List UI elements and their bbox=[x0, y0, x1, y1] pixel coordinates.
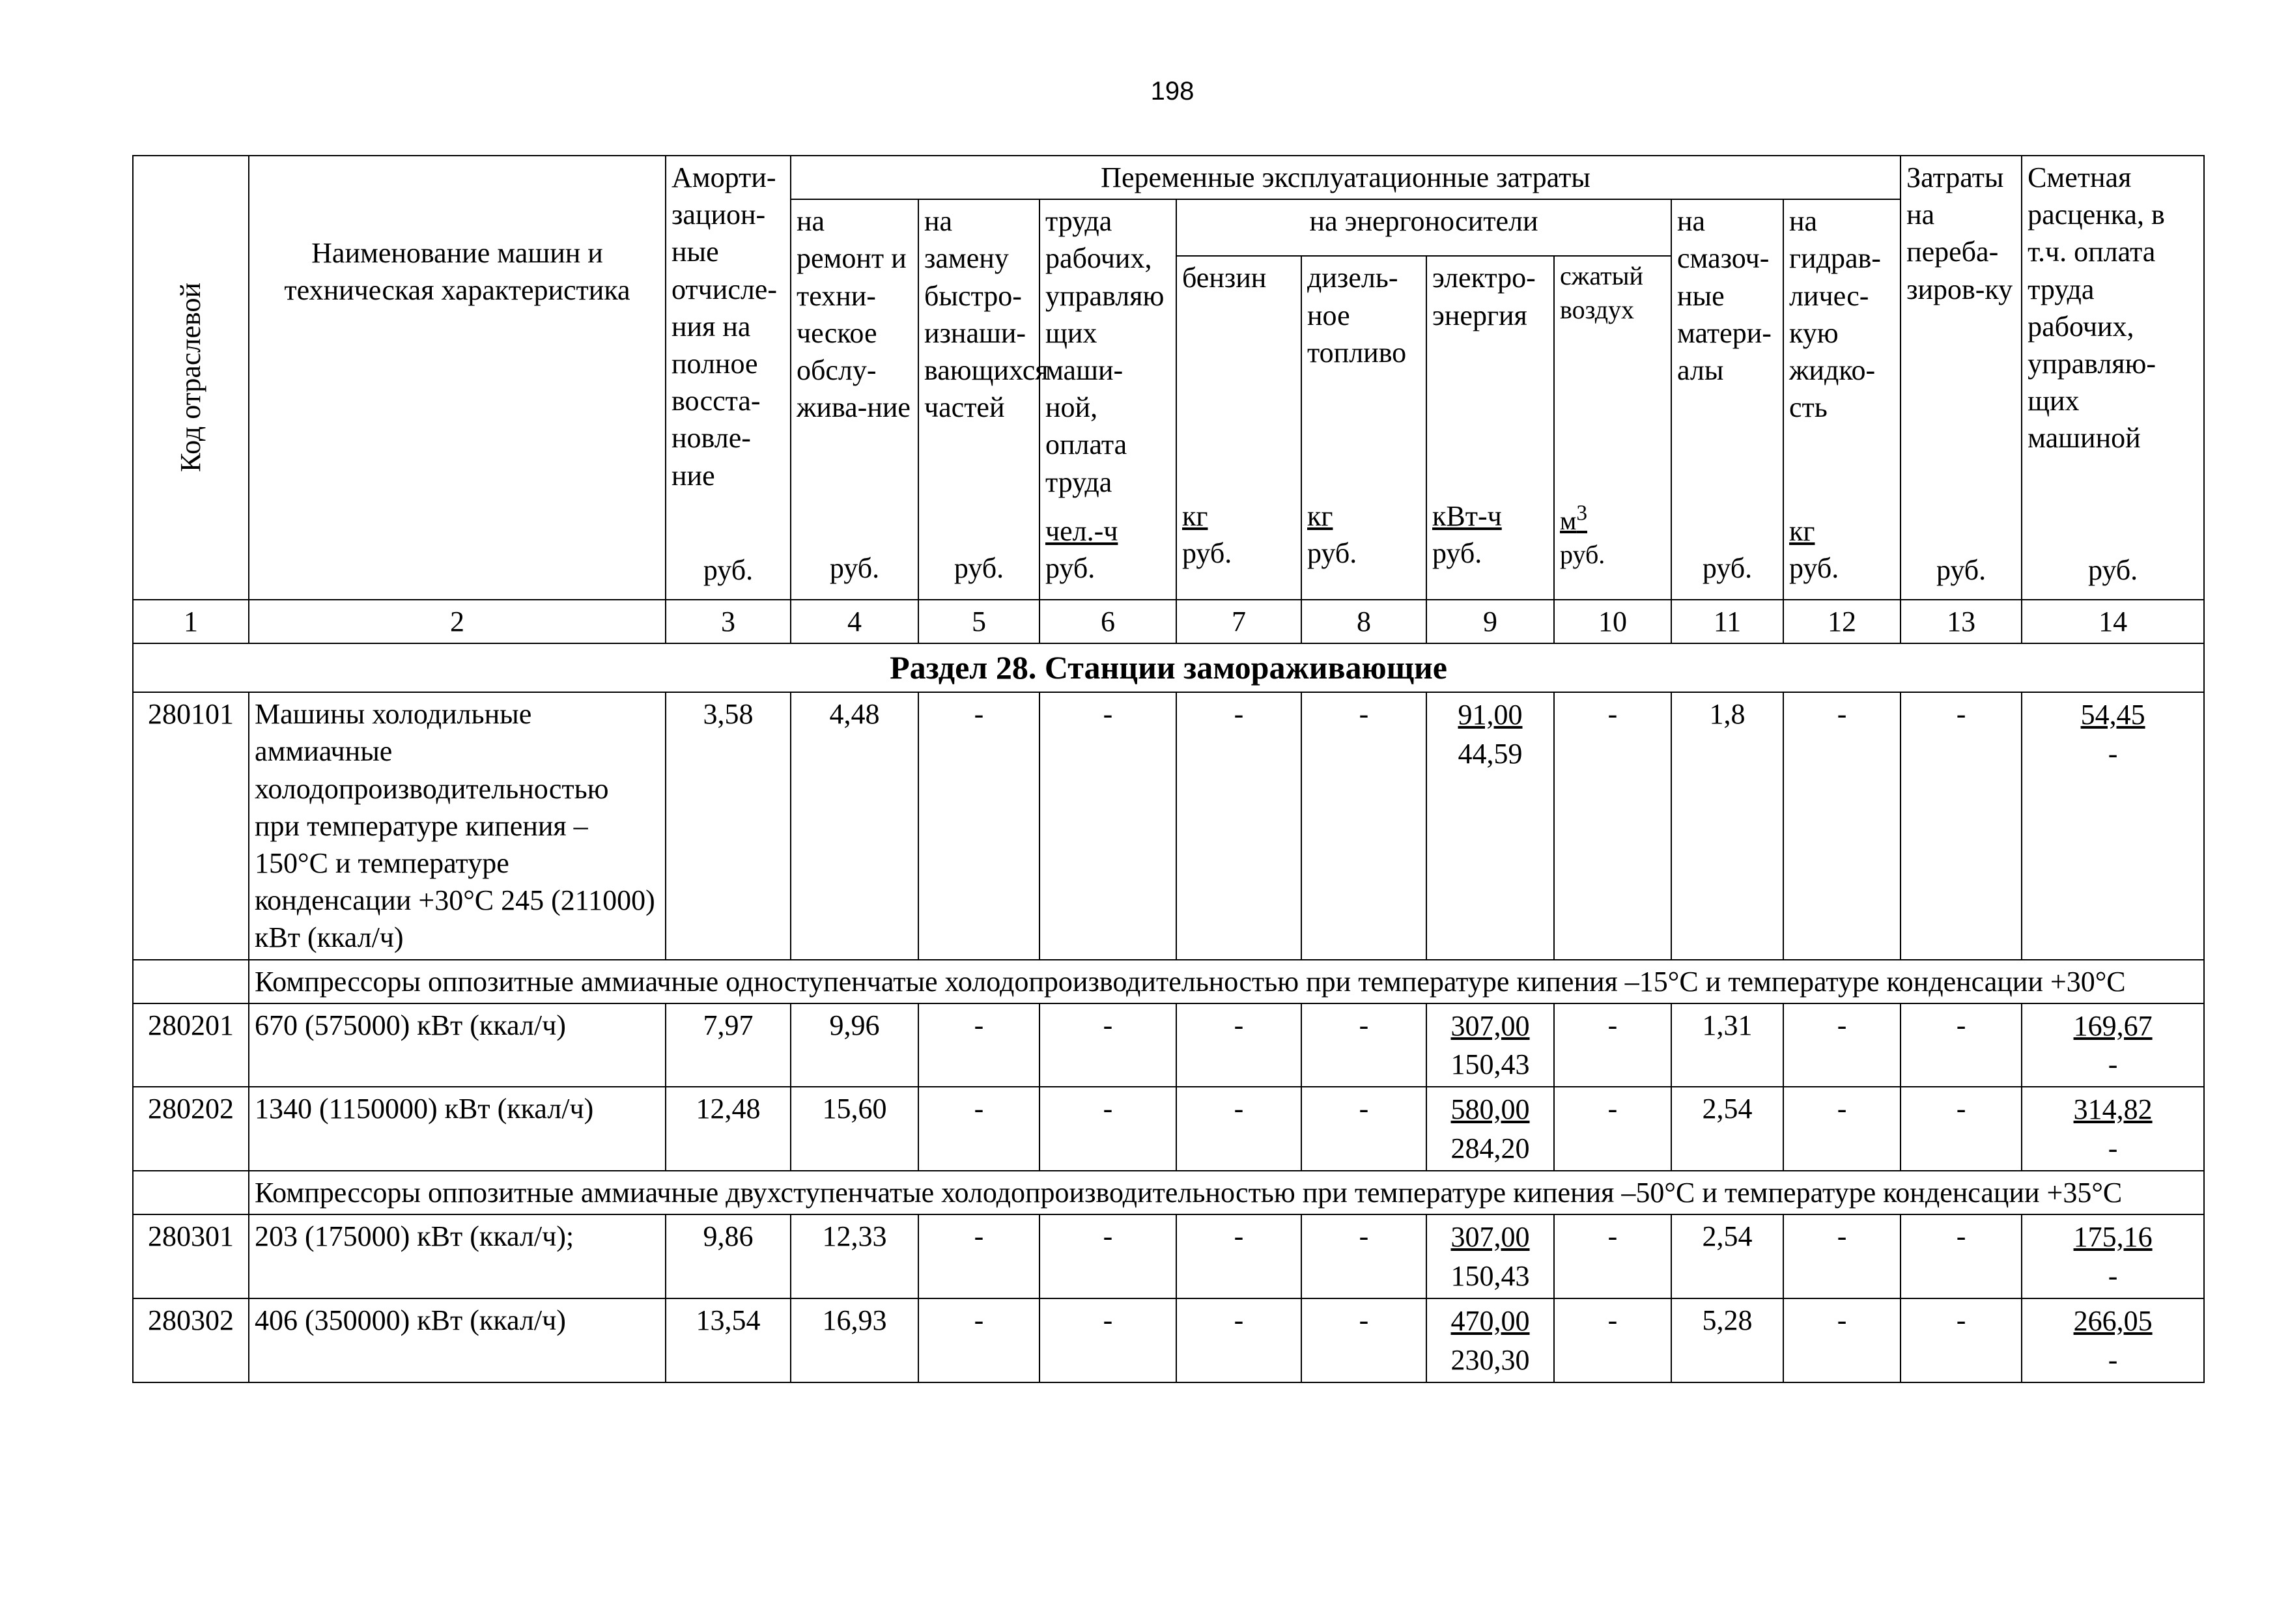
cell-relocation: - bbox=[1901, 1087, 2022, 1171]
header-code: Код отраслевой bbox=[133, 156, 249, 600]
cell-parts: - bbox=[918, 1087, 1039, 1171]
cell-petrol: - bbox=[1176, 1003, 1301, 1087]
column-number: 13 bbox=[1901, 600, 2022, 643]
cell-relocation: - bbox=[1901, 1003, 2022, 1087]
column-number: 1 bbox=[133, 600, 249, 643]
cell-labor: - bbox=[1039, 1087, 1176, 1171]
cell-parts: - bbox=[918, 1214, 1039, 1298]
cell-air: - bbox=[1554, 1087, 1671, 1171]
column-number: 8 bbox=[1301, 600, 1426, 643]
table-row bbox=[133, 1003, 2204, 1087]
row-name: 406 (350000) кВт (ккал/ч) bbox=[249, 1298, 666, 1382]
column-number: 7 bbox=[1176, 600, 1301, 643]
row-code: 280101 bbox=[133, 692, 249, 959]
column-number: 6 bbox=[1039, 600, 1176, 643]
cell-air: - bbox=[1554, 1003, 1671, 1087]
cell-diesel: - bbox=[1301, 1214, 1426, 1298]
group-title: Компрессоры оппозитные аммиачные двухступенчатые холодопроизводительностью при температуре кипения –50°С и температуре конденсации +35°С bbox=[249, 1171, 2204, 1214]
header-row-1 bbox=[133, 156, 2204, 199]
cell-hydraulic: - bbox=[1783, 692, 1901, 959]
cell-lubricant: 5,28 bbox=[1671, 1298, 1783, 1382]
header-hydraulic: на гидрав-личес-кую жидко-сть кг руб. bbox=[1783, 199, 1901, 600]
cell-hydraulic: - bbox=[1783, 1214, 1901, 1298]
cell-air: - bbox=[1554, 692, 1671, 959]
cell-diesel: - bbox=[1301, 692, 1426, 959]
cell-relocation: - bbox=[1901, 1214, 2022, 1298]
header-repair: на ремонт и техни-ческое обслу-жива-ние руб. bbox=[791, 199, 918, 600]
cell-electric: $\frac{307,00}{150,43}$ bbox=[1426, 1003, 1554, 1087]
cell-lubricant: 1,8 bbox=[1671, 692, 1783, 959]
cell-labor: - bbox=[1039, 1298, 1176, 1382]
row-name: 203 (175000) кВт (ккал/ч); bbox=[249, 1214, 666, 1298]
table-row bbox=[133, 692, 2204, 959]
header-name: Наименование машин и техническая характеристика bbox=[249, 156, 666, 600]
cell-parts: - bbox=[918, 692, 1039, 959]
cell-air: - bbox=[1554, 1298, 1671, 1382]
header-petrol: бензин кг руб. bbox=[1176, 256, 1301, 600]
row-name: 670 (575000) кВт (ккал/ч) bbox=[249, 1003, 666, 1087]
cell-amortization: 13,54 bbox=[666, 1298, 791, 1382]
row-code: 280201 bbox=[133, 1003, 249, 1087]
cell-labor: - bbox=[1039, 692, 1176, 959]
header-estimate: Сметная расценка, в т.ч. оплата труда рабочих, управляю-щих машиной руб. bbox=[2022, 156, 2204, 600]
cell-labor: - bbox=[1039, 1003, 1176, 1087]
cell-electric: $\frac{307,00}{150,43}$ bbox=[1426, 1214, 1554, 1298]
cell-petrol: - bbox=[1176, 692, 1301, 959]
column-number: 3 bbox=[666, 600, 791, 643]
column-number: 5 bbox=[918, 600, 1039, 643]
row-name: 1340 (1150000) кВт (ккал/ч) bbox=[249, 1087, 666, 1171]
cell-diesel: - bbox=[1301, 1087, 1426, 1171]
cell-repair: 9,96 bbox=[791, 1003, 918, 1087]
row-code: 280301 bbox=[133, 1214, 249, 1298]
table-row bbox=[133, 1214, 2204, 1298]
cell-amortization: 7,97 bbox=[666, 1003, 791, 1087]
section-row bbox=[133, 643, 2204, 692]
cell-amortization: 3,58 bbox=[666, 692, 791, 959]
header-relocation: Затраты на переба-зиров-ку руб. bbox=[1901, 156, 2022, 600]
cell-petrol: - bbox=[1176, 1087, 1301, 1171]
cell-estimate: $\frac{175,16}{-}$ bbox=[2022, 1214, 2204, 1298]
cell-relocation: - bbox=[1901, 1298, 2022, 1382]
row-code: 280302 bbox=[133, 1298, 249, 1382]
cell-estimate: $\frac{169,67}{-}$ bbox=[2022, 1003, 2204, 1087]
cell-electric: $\frac{580,00}{284,20}$ bbox=[1426, 1087, 1554, 1171]
column-numbers-row bbox=[133, 600, 2204, 643]
table-row bbox=[133, 1298, 2204, 1382]
cell-relocation: - bbox=[1901, 692, 2022, 959]
cell-electric: $\frac{91,00}{44,59}$ bbox=[1426, 692, 1554, 959]
cell-electric: $\frac{470,00}{230,30}$ bbox=[1426, 1298, 1554, 1382]
cell-diesel: - bbox=[1301, 1003, 1426, 1087]
group-heading-row bbox=[133, 1171, 2204, 1214]
column-number: 9 bbox=[1426, 600, 1554, 643]
header-energy: на энергоносители bbox=[1176, 199, 1671, 256]
cell-estimate: $\frac{266,05}{-}$ bbox=[2022, 1298, 2204, 1382]
header-compressed-air: сжатый воздух $м^3$ руб. bbox=[1554, 256, 1671, 600]
page-number: 198 bbox=[1150, 77, 1194, 105]
cell-hydraulic: - bbox=[1783, 1298, 1901, 1382]
row-code: 280202 bbox=[133, 1087, 249, 1171]
column-number: 11 bbox=[1671, 600, 1783, 643]
column-number: 14 bbox=[2022, 600, 2204, 643]
cell-lubricant: 2,54 bbox=[1671, 1214, 1783, 1298]
cell-hydraulic: - bbox=[1783, 1087, 1901, 1171]
header-amortization: Аморти-зацион-ные отчисле-ния на полное восста-новле-ние руб. bbox=[666, 156, 791, 600]
cell-repair: 16,93 bbox=[791, 1298, 918, 1382]
cell-lubricant: 1,31 bbox=[1671, 1003, 1783, 1087]
column-number: 12 bbox=[1783, 600, 1901, 643]
header-labor: труда рабочих, управляю щих маши-ной, оплата труда чел.-ч руб. bbox=[1039, 199, 1176, 600]
group-code-empty bbox=[133, 960, 249, 1003]
table-row bbox=[133, 1087, 2204, 1171]
cell-repair: 4,48 bbox=[791, 692, 918, 959]
section-title: Раздел 28. Станции замораживающие bbox=[133, 643, 2204, 692]
cell-hydraulic: - bbox=[1783, 1003, 1901, 1087]
machine-costs-table bbox=[132, 155, 2205, 1383]
cell-parts: - bbox=[918, 1003, 1039, 1087]
cell-estimate: $\frac{54,45}{-}$ bbox=[2022, 692, 2204, 959]
group-heading-row bbox=[133, 960, 2204, 1003]
cell-estimate: $\frac{314,82}{-}$ bbox=[2022, 1087, 2204, 1171]
cell-petrol: - bbox=[1176, 1298, 1301, 1382]
row-name: Машины холодильные аммиачные холодопроизводительностью при температуре кипения –150°С и температуре конденсации +30°С 245 (211000) кВт (ккал/ч) bbox=[249, 692, 666, 959]
column-number: 2 bbox=[249, 600, 666, 643]
cell-repair: 12,33 bbox=[791, 1214, 918, 1298]
group-title: Компрессоры оппозитные аммиачные одноступенчатые холодопроизводительностью при температуре кипения –15°С и температуре конденсации +30°С bbox=[249, 960, 2204, 1003]
cell-lubricant: 2,54 bbox=[1671, 1087, 1783, 1171]
group-code-empty bbox=[133, 1171, 249, 1214]
cell-diesel: - bbox=[1301, 1298, 1426, 1382]
header-diesel: дизель-ное топливо кг руб. bbox=[1301, 256, 1426, 600]
cell-amortization: 12,48 bbox=[666, 1087, 791, 1171]
cell-parts: - bbox=[918, 1298, 1039, 1382]
column-number: 10 bbox=[1554, 600, 1671, 643]
header-parts: на замену быстро-изнаши-вающихся частей руб. bbox=[918, 199, 1039, 600]
header-variable-costs: Переменные эксплуатационные затраты bbox=[791, 156, 1901, 199]
cell-air: - bbox=[1554, 1214, 1671, 1298]
cell-petrol: - bbox=[1176, 1214, 1301, 1298]
header-electric: электро-энергия кВт-ч руб. bbox=[1426, 256, 1554, 600]
column-number: 4 bbox=[791, 600, 918, 643]
header-lubricant: на смазоч-ные матери-алы руб. bbox=[1671, 199, 1783, 600]
cell-repair: 15,60 bbox=[791, 1087, 918, 1171]
cell-amortization: 9,86 bbox=[666, 1214, 791, 1298]
cell-labor: - bbox=[1039, 1214, 1176, 1298]
